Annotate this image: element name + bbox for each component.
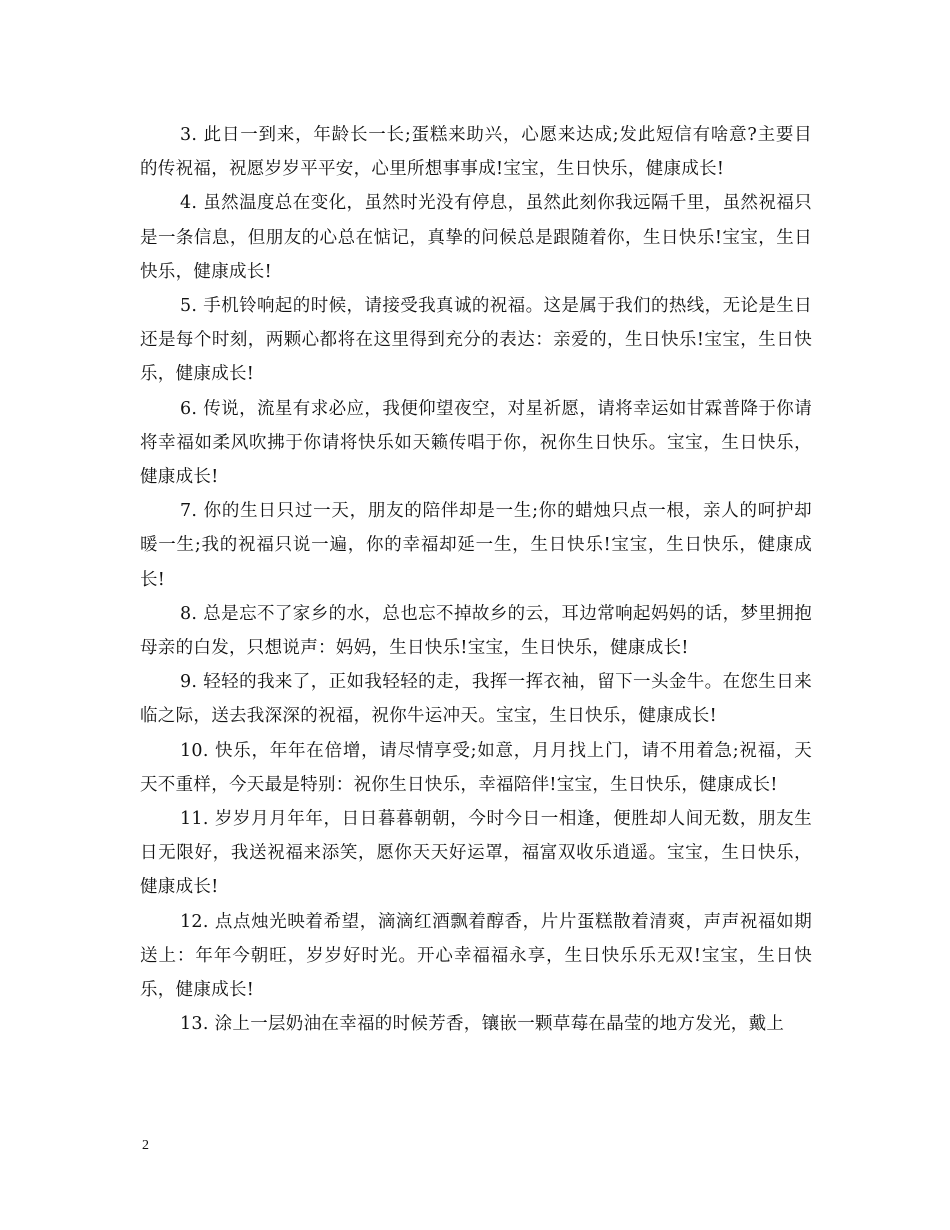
page-number: 2 xyxy=(142,1138,149,1153)
paragraph-5: 5. 手机铃响起的时候，请接受我真诚的祝福。这是属于我们的热线，无论是生日还是每个时刻，两颗心都将在这里得到充分的表达：亲爱的，生日快乐!宝宝，生日快乐，健康成长! xyxy=(140,296,812,385)
paragraph-6: 6. 传说，流星有求必应，我便仰望夜空，对星祈愿，请将幸运如甘霖普降于你请将幸福如柔风吹拂于你请将快乐如天籁传唱于你，祝你生日快乐。宝宝，生日快乐，健康成长! xyxy=(140,398,812,488)
paragraph-3: 3. 此日一到来，年龄长一长;蛋糕来助兴，心愿来达成;发此短信有啥意?主要目的传祝福，祝愿岁岁平平安，心里所想事事成!宝宝，生日快乐，健康成长! xyxy=(140,125,812,180)
paragraph-7: 7. 你的生日只过一天，朋友的陪伴却是一生;你的蜡烛只点一根，亲人的呵护却暖一生;我的祝福只说一遍，你的幸福却延一生，生日快乐!宝宝，生日快乐，健康成长! xyxy=(140,501,812,590)
paragraph-13: 13. 涂上一层奶油在幸福的时候芳香，镶嵌一颗草莓在晶莹的地方发光，戴上 xyxy=(180,1014,785,1035)
body-text xyxy=(140,118,812,1041)
paragraph-9: 9. 轻轻的我来了，正如我轻轻的走，我挥一挥衣袖，留下一头金牛。在您生日来临之际，送去我深深的祝福，祝你牛运冲天。宝宝，生日快乐，健康成长! xyxy=(140,672,812,727)
paragraph-4: 4. 虽然温度总在变化，虽然时光没有停息，虽然此刻你我远隔千里，虽然祝福只是一条信息，但朋友的心总在惦记，真挚的问候总是跟随着你，生日快乐!宝宝，生日快乐，健康成长! xyxy=(140,193,812,282)
paragraph-8: 8. 总是忘不了家乡的水，总也忘不掉故乡的云，耳边常响起妈妈的话，梦里拥抱母亲的白发，只想说声：妈妈，生日快乐!宝宝，生日快乐，健康成长! xyxy=(140,603,812,659)
paragraph-12: 12. 点点烛光映着希望，滴滴红酒飘着醇香，片片蛋糕散着清爽，声声祝福如期送上：年年今朝旺，岁岁好时光。开心幸福福永享，生日快乐乐无双!宝宝，生日快乐，健康成长! xyxy=(140,911,812,1001)
paragraph-11: 11. 岁岁月月年年，日日暮暮朝朝，今时今日一相逢，便胜却人间无数，朋友生日无限好，我送祝福来添笑，愿你天天好运罩，福富双收乐逍遥。宝宝，生日快乐，健康成长! xyxy=(140,809,812,898)
paragraph-10: 10. 快乐，年年在倍增，请尽情享受;如意，月月找上门，请不用着急;祝福，天天不重样，今天最是特别：祝你生日快乐，幸福陪伴!宝宝，生日快乐，健康成长! xyxy=(140,740,812,795)
